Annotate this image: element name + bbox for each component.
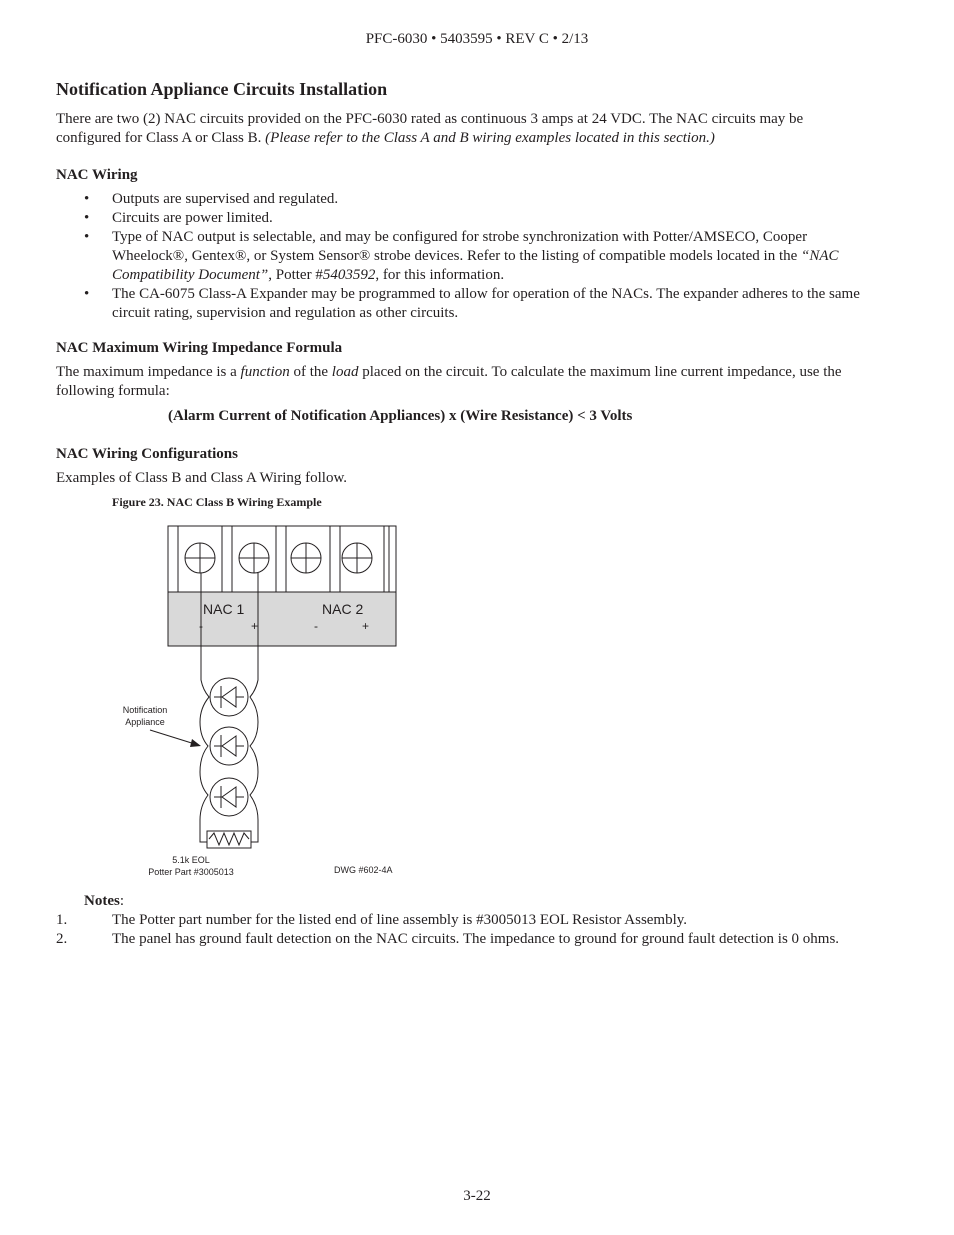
notification-appliance-icon [210,778,248,816]
bullet-mark: • [84,229,90,245]
bullet-mark: • [84,286,90,302]
intro-italic-note: (Please refer to the Class A and B wiring examples located in this section.) [265,130,715,146]
compat-doc-number: 5403592 [322,267,376,283]
notes-section: Notes: 1. The Potter part number for the listed end of line assembly is #3005013 EOL Resistor Assembly. 2. The panel has ground fault detection on the NAC circuits. The impedance to ground for ground fault detection is 0 ohms. [84,892,904,949]
intro-text: There are two (2) NAC circuits provided on the PFC-6030 rated as continuous 3 amps at 24 VDC. The NAC circuits may be configured for Class A or Class B. [56,111,804,146]
list-item: • The CA-6075 Class-A Expander may be programmed to allow for operation of the NACs. The expander adheres to the same circuit rating, supervision and regulation as other circuits. [84,286,860,321]
nac2-plus-screw-icon [342,543,372,573]
nac1-label: NAC 1 [203,601,245,617]
eol-resistor-icon [207,831,251,848]
bullet-mark: • [84,210,90,226]
page-number: 3-22 [463,1188,491,1204]
nac2-minus-label: - [314,619,318,633]
appliance-label-line1: Notification [122,705,168,715]
nac2-label: NAC 2 [322,601,364,617]
nac2-plus-label: + [362,619,370,633]
appliance-label-line2: Appliance [125,717,165,727]
impedance-paragraph: The maximum impedance is a function of the load placed on the circuit. To calculate the maximum line current impedance, use the following formula: [56,364,842,399]
section-title: Notification Appliance Circuits Installation [56,79,388,99]
notification-appliance-icon [210,727,248,765]
nac1-minus-label: - [199,619,203,633]
list-item: 1. The Potter part number for the listed end of line assembly is #3005013 EOL Resistor Assembly. [56,912,688,928]
nac-wiring-heading: NAC Wiring [56,167,138,183]
appliance-callout-arrow [150,730,201,747]
impedance-formula: (Alarm Current of Notification Appliances) x (Wire Resistance) < 3 Volts [168,408,633,424]
impedance-heading: NAC Maximum Wiring Impedance Formula [56,340,343,356]
figure-caption: Figure 23. NAC Class B Wiring Example [112,495,322,509]
nac1-plus-label: + [251,619,259,633]
list-item: • Circuits are power limited. [84,210,273,226]
list-item: • Type of NAC output is selectable, and may be configured for strobe synchronization with Potter/AMSECO, Cooper Wheelock®, Gentex®, or System Sensor® strobe devices. Refer to the listing of compatible models located in the “NAC Compatibility Document”, Potter #5403592, for this information. [84,229,839,283]
page-header: PFC-6030 • 5403595 • REV C • 2/13 [365,31,589,47]
configs-heading: NAC Wiring Configurations [56,446,238,462]
notes-heading: Notes [84,893,120,909]
compat-doc-title: “NAC Compatibility Document” [112,248,839,283]
drawing-number: DWG #602-4A [334,865,393,875]
nac1-plus-screw-icon [239,543,269,573]
nac1-minus-screw-icon [185,543,215,573]
bullet-mark: • [84,191,90,207]
list-item: 2. The panel has ground fault detection on the NAC circuits. The impedance to ground for ground fault detection is 0 ohms. [56,931,840,947]
eol-label-line2: Potter Part #3005013 [148,867,234,877]
configs-text: Examples of Class B and Class A Wiring follow. [56,470,348,486]
list-item: • Outputs are supervised and regulated. [84,191,339,207]
nac2-minus-screw-icon [291,543,321,573]
eol-label-line1: 5.1k EOL [172,855,210,865]
notification-appliance-icon [210,678,248,716]
